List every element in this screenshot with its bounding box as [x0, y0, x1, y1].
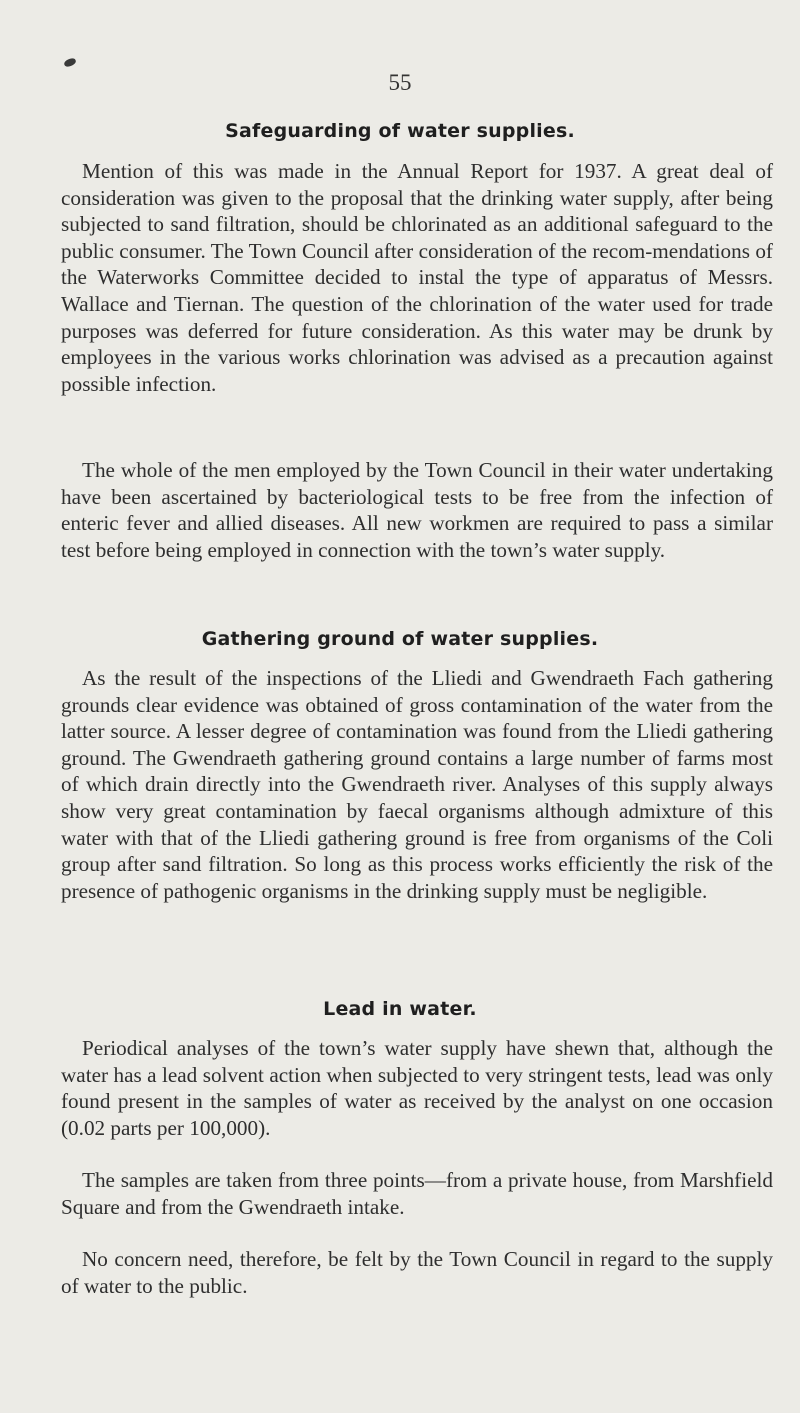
page-number: 55 — [388, 70, 412, 95]
paragraph-sample-points: The samples are taken from three points—from a private house, from Marshfield Square and from the Gwendraeth intake. — [61, 1168, 773, 1219]
paragraph-no-concern: No concern need, therefore, be felt by the Town Council in regard to the supply of water to the public. — [61, 1247, 773, 1298]
paragraph-workmen-tests: The whole of the men employed by the Town Council in their water undertaking have been ascertained by bacteriological tests to be free from the infection of enteric fever and allied diseases. All new workmen are required to pass a similar test before being employed in connection with the town’s water supply. — [61, 458, 773, 562]
heading-lead-in-water: Lead in water. — [323, 998, 477, 1020]
paragraph-chlorination: Mention of this was made in the Annual Report for 1937. A great deal of consideration was given to the proposal that the drinking water supply, after being subjected to sand filtration, should be chlorinated as an additional safeguard to the public consumer. The Town Council after consideration of the recom-mendations of the Waterworks Committee decided to instal the type of apparatus of Messrs. Wallace and Tiernan. The question of the chlorination of the water used for trade purposes was deferred for future consideration. As this water may be drunk by employees in the various works chlorination was advised as a precaution against possible infection. — [61, 159, 773, 396]
paragraph-lead-analyses: Periodical analyses of the town’s water supply have shewn that, although the water has a lead solvent action when subjected to very stringent tests, lead was only found present in the samples of water as received by the analyst on one occasion (0.02 parts per 100,000). — [61, 1036, 773, 1140]
ink-mark — [63, 57, 77, 67]
heading-safeguarding: Safeguarding of water supplies. — [225, 120, 575, 142]
heading-gathering-ground: Gathering ground of water supplies. — [201, 628, 599, 650]
paragraph-contamination: As the result of the inspections of the Lliedi and Gwendraeth Fach gathering grounds clear evidence was obtained of gross contamination of the water from the latter source. A lesser degree of contamination was found from the Lliedi gathering ground. The Gwendraeth gathering ground contains a large number of farms most of which drain directly into the Gwendraeth river. Analyses of this supply always show very great contamination by faecal organisms although admixture of this water with that of the Lliedi gathering ground is free from organisms of the Coli group after sand filtration. So long as this process works efficiently the risk of the presence of pathogenic organisms in the drinking supply must be negligible. — [61, 666, 773, 903]
